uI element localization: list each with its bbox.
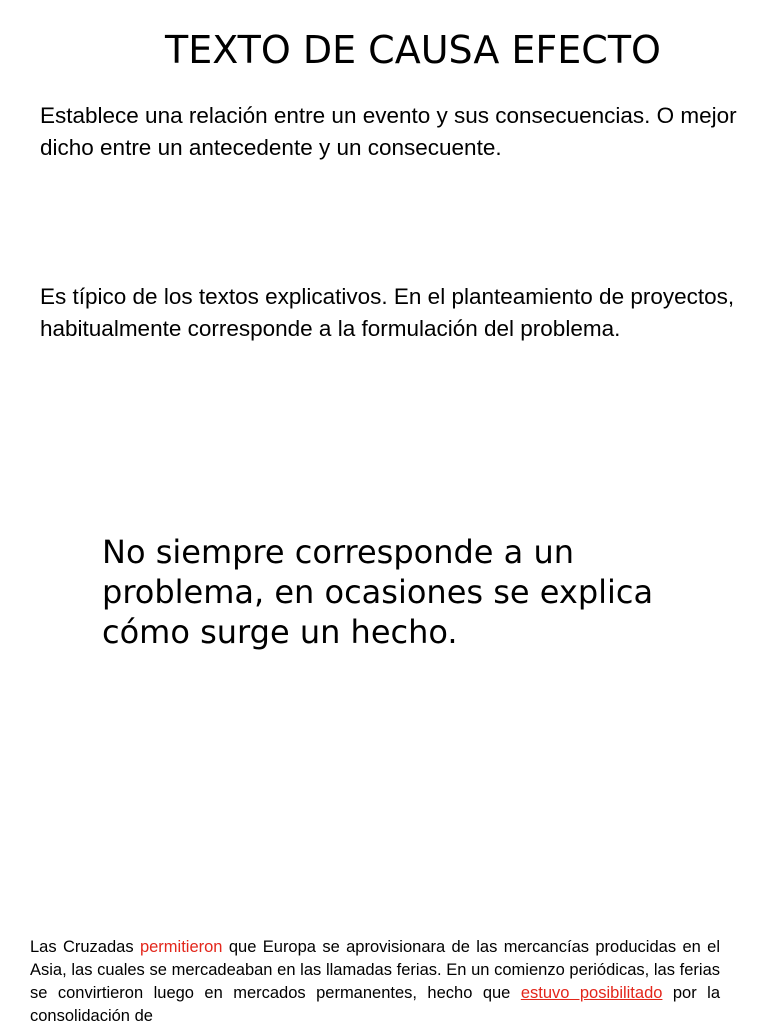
highlight-note: No siempre corresponde a un problema, en ocasiones se explica cómo surge un hecho. [102,533,654,651]
usage-paragraph: Es típico de los textos explicativos. En el planteamiento de proyectos, habitualmente corresponde a la formulación del problema. [40,284,735,341]
connector-word: permitieron [139,938,223,956]
example-text: Las Cruzadas [30,938,140,956]
example-text: que Europa se aprovisionara de las mercancías producidas en el Asia, las cuales se mercadeaban en las llamadas ferias. En un comienzo periódicas, las ferias se convirtieron luego en mercados permanentes, hecho que [30,938,720,1002]
example-paragraph [30,936,720,1028]
example-text: por la consolidación de [30,984,721,1025]
definition-paragraph: Establece una relación entre un evento y sus consecuencias. O mejor dicho entre un antecedente y un consecuente. [40,103,737,160]
connector-phrase: estuvo posibilitado [520,984,663,1002]
page-title: TEXTO DE CAUSA EFECTO [165,28,661,72]
